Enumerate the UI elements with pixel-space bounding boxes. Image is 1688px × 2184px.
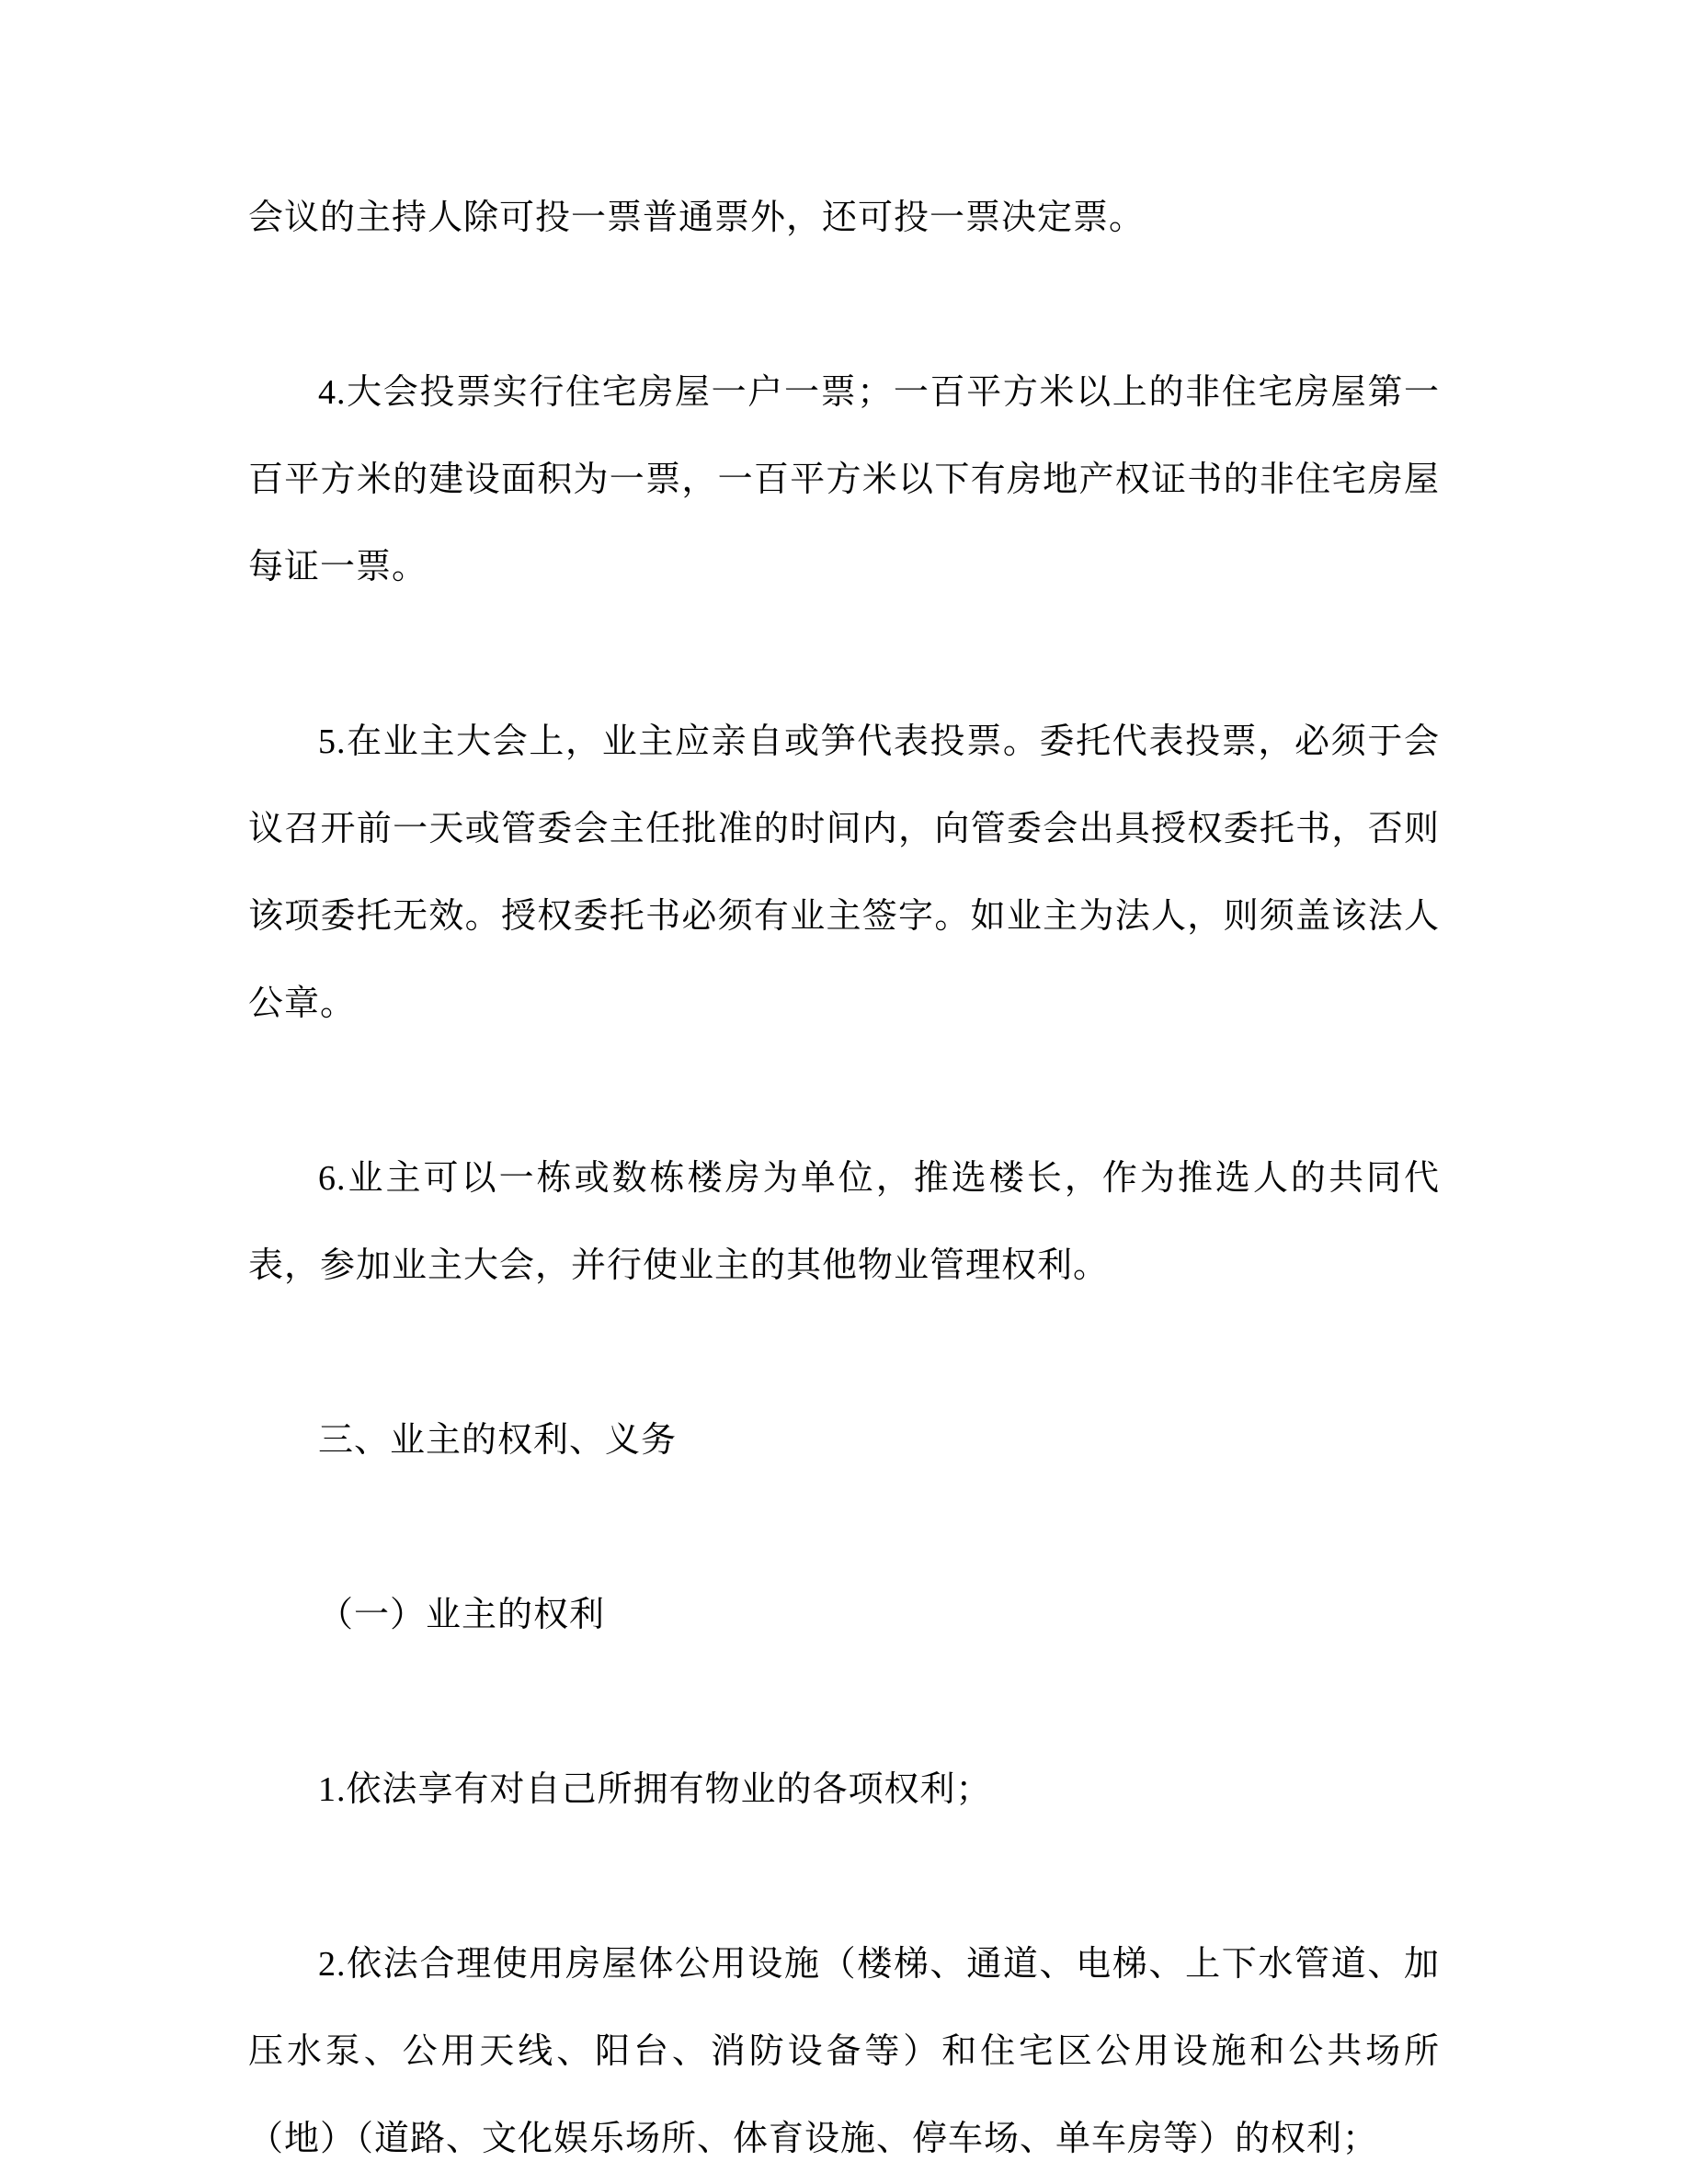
section-heading-paragraph: 三、业主的权利、义务 — [318, 1421, 678, 1460]
numbered-item-paragraph: 5.在业主大会上，业主应亲自或笋代表投票。委托代表投票，必须于会议召开前一天或管委会主任批准的时间内，向管委会出具授权委托书，否则该项委托无效。授权委托书必须有业主签字。如业主为法人，则须盖该法人公章。 — [248, 722, 1440, 1023]
body-continuation-paragraph: 会议的主持人除可投一票普通票外，还可投一票决定票。 — [248, 199, 1146, 237]
document-text-body — [248, 175, 1440, 2183]
numbered-item-paragraph: 4.大会投票实行住宅房屋一户一票；一百平方米以上的非住宅房屋第一百平方米的建设面积为一票，一百平方米以下有房地产权证书的非住宅房屋每证一票。 — [248, 373, 1440, 586]
numbered-item-paragraph: 6.业主可以一栋或数栋楼房为单位，推选楼长，作为推选人的共同代表，参加业主大会，并行使业主的其他物业管理权利。 — [248, 1159, 1440, 1285]
numbered-item-paragraph: 2.依法合理使用房屋体公用设施（楼梯、通道、电梯、上下水管道、加压水泵、公用天线、阳台、消防设备等）和住宅区公用设施和公共场所（地）（道路、文化娱乐场所、体育设施、停车场、单车房等）的权利； — [248, 1945, 1440, 2158]
subsection-heading-paragraph: （一）业主的权利 — [318, 1596, 606, 1634]
numbered-item-paragraph: 1.依法享有对自己所拥有物业的各项权利； — [318, 1770, 992, 1809]
